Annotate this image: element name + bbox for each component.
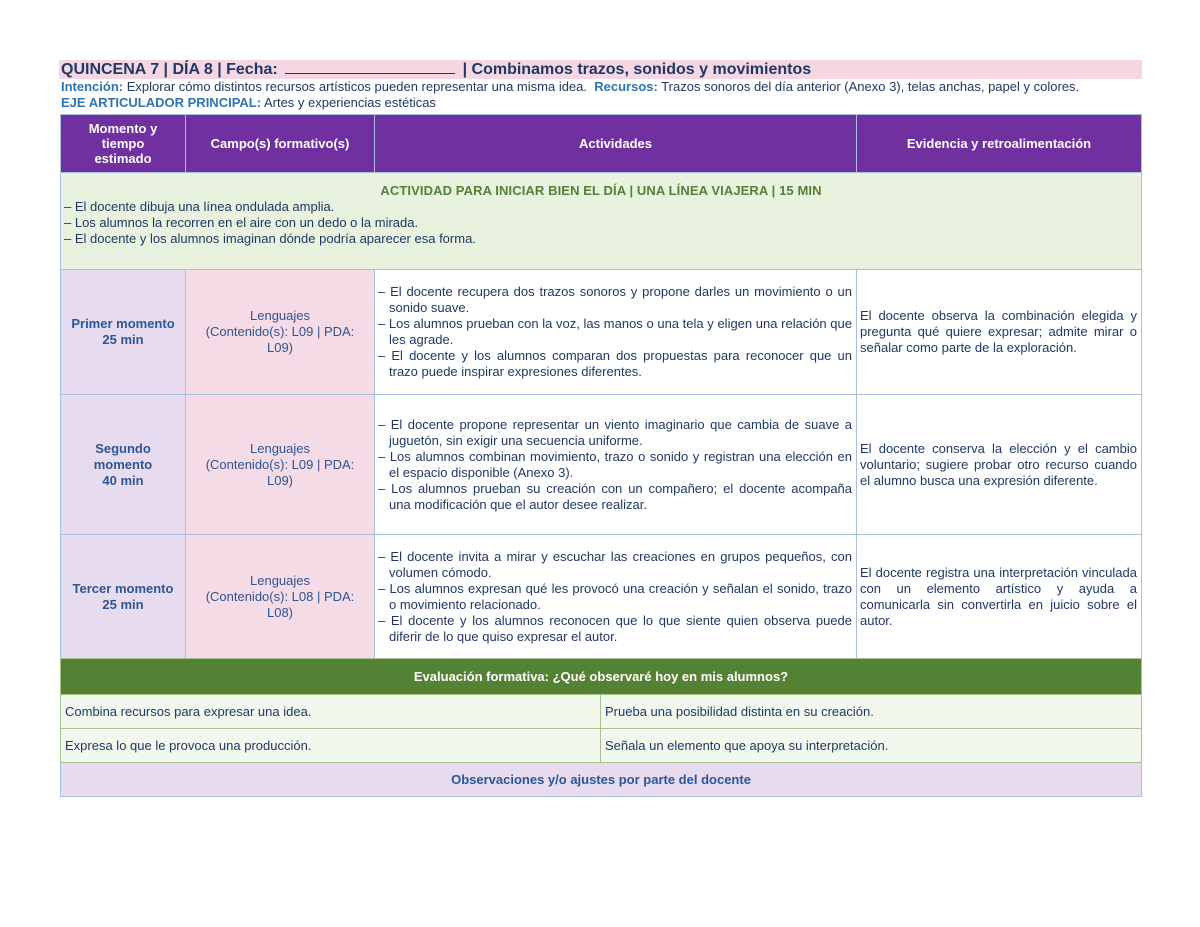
field-content: (Contenido(s): L08 | PDA: L08)	[205, 589, 355, 620]
list-item: – Los alumnos la recorren en el aire con un dedo o la mirada.	[64, 215, 419, 230]
observations-row	[61, 763, 1142, 797]
table-row	[61, 270, 1142, 395]
list-item-text: El docente y los alumnos comparan dos propuestas para reconocer que un trazo puede inspirar expresiones diferentes.	[389, 348, 853, 379]
evaluation-item: Combina recursos para expresar una idea.	[61, 695, 601, 729]
evaluation-title: Evaluación formativa: ¿Qué observaré hoy en mis alumnos?	[61, 659, 1142, 695]
title-prefix: QUINCENA 7 | DÍA 8 | Fecha:	[61, 61, 278, 78]
moment-cell	[61, 270, 186, 395]
moment-name: Tercer momento	[72, 581, 174, 596]
field-cell	[186, 270, 375, 395]
table-row	[61, 535, 1142, 660]
evaluation-row	[61, 695, 1142, 729]
intention-text: Explorar cómo distintos recursos artísticos pueden representar una misma idea.	[126, 79, 588, 94]
start-activity-title: ACTIVIDAD PARA INICIAR BIEN EL DÍA | UNA LÍNEA VIAJERA | 15 MIN	[380, 183, 822, 198]
page-title	[59, 60, 1142, 79]
field-content: (Contenido(s): L09 | PDA: L09)	[205, 324, 355, 355]
evaluation-table	[60, 658, 1142, 797]
list-item-text: El docente recupera dos trazos sonoros y propone darles un movimiento o un sonido suave.	[389, 284, 852, 315]
list-item-text: El docente y los alumnos imaginan dónde podría aparecer esa forma.	[74, 231, 476, 246]
field-cell	[186, 395, 375, 535]
column-header: Momento y tiempo estimado	[61, 115, 186, 173]
axis-label: EJE ARTICULADOR PRINCIPAL:	[61, 95, 262, 110]
activities-cell	[375, 535, 857, 660]
list-item: – El docente y los alumnos comparan dos propuestas para reconocer que un trazo puede inspirar expresiones diferentes.	[378, 348, 853, 379]
activities-cell	[375, 270, 857, 395]
activities-cell	[375, 395, 857, 535]
list-item: – El docente y los alumnos reconocen que lo que siente quien observa puede diferir de lo que quiso expresar el autor.	[378, 613, 852, 644]
document-header	[59, 60, 1142, 111]
list-item: – Los alumnos prueban su creación con un compañero; el docente acompaña una modificación que el autor desee realizar.	[378, 480, 853, 512]
field-name: Lenguajes	[250, 573, 310, 588]
list-item-text: Los alumnos la recorren en el aire con un dedo o la mirada.	[74, 215, 419, 230]
field-name: Lenguajes	[250, 440, 310, 456]
field-content: (Contenido(s): L09 | PDA: L09)	[205, 456, 355, 488]
table-header-row	[61, 115, 1142, 173]
list-item-text: Los alumnos combinan movimiento, trazo o sonido y registran una elección en el espacio disponible (Anexo 3).	[389, 448, 853, 480]
list-item-text: El docente propone representar un viento imaginario que cambia de suave a juguetón, sin exigir una secuencia uniforme.	[389, 416, 852, 448]
list-item: – El docente propone representar un viento imaginario que cambia de suave a juguetón, sin exigir una secuencia uniforme.	[378, 416, 852, 448]
resources-label: Recursos:	[594, 79, 658, 94]
table-row	[61, 395, 1142, 535]
list-item: – El docente y los alumnos imaginan dónde podría aparecer esa forma.	[64, 231, 476, 246]
observations-label: Observaciones y/o ajustes por parte del docente	[61, 763, 1142, 797]
start-activity-row	[61, 173, 1142, 270]
list-item-text: Los alumnos prueban su creación con un compañero; el docente acompaña una modificación que el autor desee realizar.	[389, 480, 853, 512]
axis-line	[59, 95, 1142, 111]
list-item-text: El docente dibuja una línea ondulada amplia.	[74, 199, 335, 214]
moment-cell	[61, 535, 186, 660]
list-item-text: El docente invita a mirar y escuchar las creaciones en grupos pequeños, con volumen cómodo.	[389, 549, 852, 580]
evaluation-header-row	[61, 659, 1142, 695]
resources-text: Trazos sonoros del día anterior (Anexo 3), telas anchas, papel y colores.	[661, 79, 1080, 94]
list-item: – El docente recupera dos trazos sonoros y propone darles un movimiento o un sonido suave.	[378, 284, 852, 315]
list-item: – Los alumnos expresan qué les provocó una creación y señalan el sonido, trazo o movimiento relacionado.	[378, 581, 853, 612]
field-cell	[186, 535, 375, 660]
column-header: Actividades	[375, 115, 857, 173]
column-header: Evidencia y retroalimentación	[857, 115, 1142, 173]
evaluation-item: Señala un elemento que apoya su interpretación.	[601, 729, 1142, 763]
intention-label: Intención:	[61, 79, 124, 94]
title-suffix: | Combinamos trazos, sonidos y movimientos	[462, 61, 812, 78]
list-item: – El docente invita a mirar y escuchar las creaciones en grupos pequeños, con volumen cómodo.	[378, 549, 852, 580]
evaluation-item: Expresa lo que le provoca una producción.	[61, 729, 601, 763]
moment-name: Segundo momento	[93, 440, 153, 472]
list-item-text: Los alumnos expresan qué les provocó una creación y señalan el sonido, trazo o movimiento relacionado.	[389, 581, 853, 612]
field-name: Lenguajes	[250, 308, 310, 323]
list-item: – El docente dibuja una línea ondulada amplia.	[64, 199, 335, 214]
start-activity-cell	[61, 173, 1142, 270]
evaluation-item: Prueba una posibilidad distinta en su creación.	[601, 695, 1142, 729]
moment-time: 40 min	[102, 472, 144, 488]
evidence-cell: El docente observa la combinación elegida y pregunta qué quiere expresar; admite mirar o señalar como parte de la exploración.	[857, 270, 1142, 395]
list-item-text: Los alumnos prueban con la voz, las manos o una tela y eligen una relación que les agrade.	[388, 316, 852, 347]
moment-cell	[61, 395, 186, 535]
intention-line	[59, 79, 1142, 95]
list-item: – Los alumnos combinan movimiento, trazo o sonido y registran una elección en el espacio disponible (Anexo 3).	[378, 448, 853, 480]
moment-name: Primer momento	[71, 316, 175, 331]
activities-table	[60, 114, 1142, 660]
list-item-text: El docente y los alumnos reconocen que lo que siente quien observa puede diferir de lo que quiso expresar el autor.	[389, 613, 852, 644]
moment-time: 25 min	[102, 332, 144, 347]
axis-text: Artes y experiencias estéticas	[263, 95, 436, 110]
list-item: – Los alumnos prueban con la voz, las manos o una tela y eligen una relación que les agrade.	[378, 316, 852, 347]
evidence-cell: El docente conserva la elección y el cambio voluntario; sugiere probar otro recurso cuando el alumno busca una expresión diferente.	[857, 395, 1142, 535]
moment-time: 25 min	[102, 597, 144, 612]
date-blank-line	[285, 60, 455, 74]
evaluation-row	[61, 729, 1142, 763]
column-header: Campo(s) formativo(s)	[186, 115, 375, 173]
evidence-cell: El docente registra una interpretación vinculada con un elemento artístico y ayuda a comunicarla sin convertirla en juicio sobre el autor.	[857, 535, 1142, 660]
